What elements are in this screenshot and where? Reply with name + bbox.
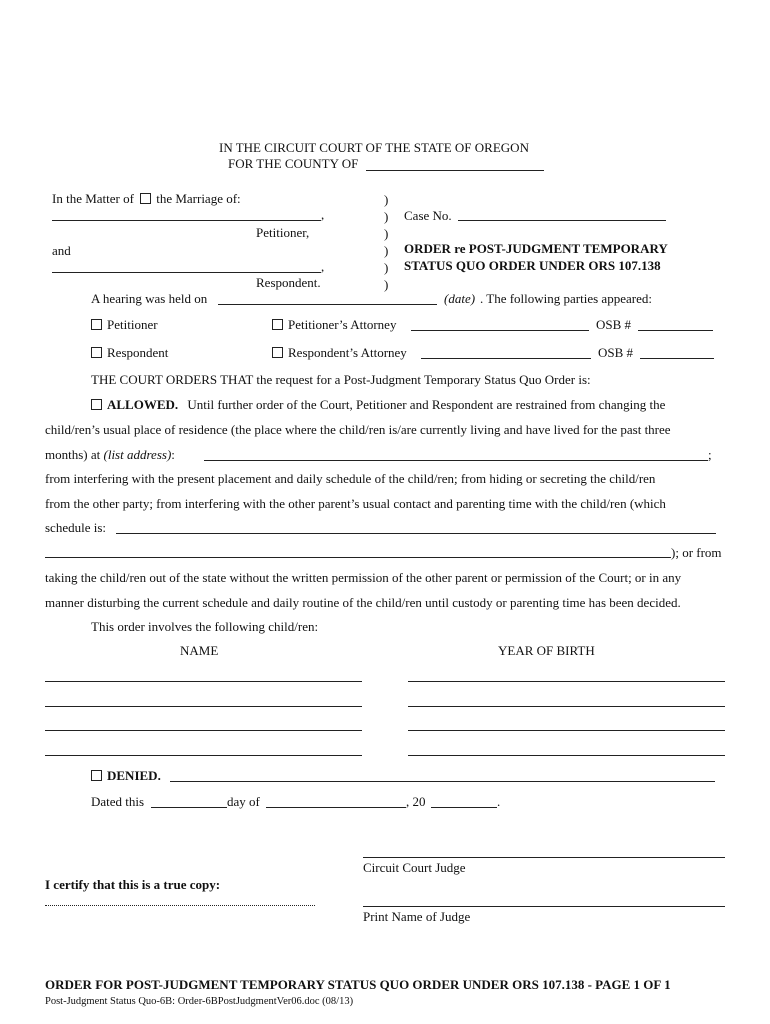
address-field[interactable]	[204, 460, 708, 461]
respondent-attorney-field[interactable]	[421, 358, 591, 359]
petitioner-name-field[interactable]	[52, 220, 321, 221]
respondent-checkbox[interactable]	[91, 347, 102, 358]
respondent-option-label: Respondent	[107, 345, 169, 360]
case-no-label: Case No.	[404, 208, 452, 223]
hearing-suffix: . The following parties appeared:	[480, 291, 652, 306]
dated-prefix: Dated this	[91, 794, 145, 809]
dated-day-of: day of	[227, 794, 260, 809]
hearing-date-label: (date)	[444, 291, 476, 306]
dated-period: .	[497, 794, 501, 809]
respondent-osb-field[interactable]	[640, 358, 714, 359]
petitioner-checkbox[interactable]	[91, 319, 102, 330]
order-title-line2: STATUS QUO ORDER UNDER ORS 107.138	[404, 258, 661, 273]
certify-label: I certify that this is a true copy:	[45, 877, 221, 892]
order-title-line1: ORDER re POST-JUDGMENT TEMPORARY	[404, 241, 668, 256]
list-address-label: (list address)	[103, 447, 172, 462]
child-name-field[interactable]	[45, 730, 362, 731]
name-column-header: NAME	[180, 643, 219, 658]
child-year-field[interactable]	[408, 681, 725, 682]
address-prefix: months) at	[45, 447, 101, 462]
judge-print-name-field[interactable]	[363, 906, 725, 907]
case-no-field[interactable]	[458, 220, 666, 221]
children-intro: This order involves the following child/ren:	[91, 619, 319, 634]
schedule-field-line1[interactable]	[116, 533, 716, 534]
judge-signature-field[interactable]	[363, 857, 725, 858]
allowed-line1	[91, 397, 665, 413]
petitioner-osb-label: OSB #	[596, 317, 632, 332]
allowed-text-line4: from interfering with the present placement and daily schedule of the child/ren; from hiding or secreting the child/ren	[45, 471, 656, 486]
petitioner-comma: ,	[321, 207, 325, 222]
footer-title: ORDER FOR POST-JUDGMENT TEMPORARY STATUS QUO ORDER UNDER ORS 107.138 - PAGE 1 OF 1	[45, 977, 671, 992]
caption-paren: )	[384, 209, 389, 224]
allowed-text-line2: child/ren’s usual place of residence (the place where the child/ren is/are currently living and have lived for the past three	[45, 422, 671, 437]
caption-paren: )	[384, 260, 389, 275]
allowed-text-line8: taking the child/ren out of the state without the written permission of the other parent or permission of the Court; or in any	[45, 570, 682, 585]
court-heading: IN THE CIRCUIT COURT OF THE STATE OF OREGON	[219, 140, 529, 155]
petitioner-label: Petitioner,	[256, 225, 310, 240]
address-colon: :	[171, 447, 175, 462]
county-field[interactable]	[366, 170, 544, 171]
schedule-field-line2[interactable]	[45, 557, 671, 558]
allowed-text-line5: from the other party; from interfering with the other parent’s usual contact and parenting time with the child/ren (which	[45, 496, 666, 511]
denied-reason-field[interactable]	[170, 781, 715, 782]
respondent-option[interactable]	[91, 345, 168, 361]
respondent-osb-label: OSB #	[598, 345, 634, 360]
county-label: FOR THE COUNTY OF	[228, 156, 359, 171]
and-label: and	[52, 243, 71, 258]
schedule-prefix: schedule is:	[45, 520, 107, 535]
caption-paren: )	[384, 192, 389, 207]
petitioner-attorney-option[interactable]	[272, 317, 396, 333]
respondent-label: Respondent.	[256, 275, 321, 290]
caption-paren: )	[384, 243, 389, 258]
denied-checkbox[interactable]	[91, 770, 102, 781]
respondent-attorney-label: Respondent’s Attorney	[288, 345, 407, 360]
petitioner-attorney-label: Petitioner’s Attorney	[288, 317, 397, 332]
child-name-field[interactable]	[45, 755, 362, 756]
print-name-label: Print Name of Judge	[363, 909, 471, 924]
petitioner-option-label: Petitioner	[107, 317, 158, 332]
matter-line	[52, 191, 241, 207]
judge-signature-label: Circuit Court Judge	[363, 860, 466, 875]
caption-paren: )	[384, 277, 389, 292]
allowed-line3	[45, 447, 175, 463]
petitioner-osb-field[interactable]	[638, 330, 713, 331]
child-year-field[interactable]	[408, 755, 725, 756]
petitioner-option[interactable]	[91, 317, 158, 333]
allowed-label: ALLOWED.	[107, 397, 179, 412]
certify-signature-field[interactable]	[45, 905, 315, 906]
respondent-attorney-checkbox[interactable]	[272, 347, 283, 358]
petitioner-attorney-field[interactable]	[411, 330, 589, 331]
petitioner-attorney-checkbox[interactable]	[272, 319, 283, 330]
respondent-name-field[interactable]	[52, 272, 321, 273]
allowed-text-line9: manner disturbing the current schedule and daily routine of the child/ren until custody or parenting time has been decided.	[45, 595, 681, 610]
year-column-header: YEAR OF BIRTH	[498, 643, 595, 658]
child-name-field[interactable]	[45, 681, 362, 682]
matter-suffix: the Marriage of:	[156, 191, 241, 206]
respondent-comma: ,	[321, 259, 325, 274]
respondent-attorney-option[interactable]	[272, 345, 407, 361]
allowed-text-line1: Until further order of the Court, Petitioner and Respondent are restrained from changing the	[187, 397, 666, 412]
dated-day-field[interactable]	[151, 807, 227, 808]
allowed-checkbox[interactable]	[91, 399, 102, 410]
denied-label: DENIED.	[107, 768, 161, 783]
caption-paren: )	[384, 226, 389, 241]
dated-year-prefix: , 20	[406, 794, 426, 809]
dated-year-field[interactable]	[431, 807, 497, 808]
child-year-field[interactable]	[408, 706, 725, 707]
hearing-prefix: A hearing was held on	[91, 291, 208, 306]
child-year-field[interactable]	[408, 730, 725, 731]
dated-month-field[interactable]	[266, 807, 406, 808]
child-name-field[interactable]	[45, 706, 362, 707]
marriage-checkbox[interactable]	[140, 193, 151, 204]
matter-prefix: In the Matter of	[52, 191, 134, 206]
schedule-suffix: ); or from	[671, 545, 722, 560]
address-semicolon: ;	[708, 447, 712, 462]
hearing-date-field[interactable]	[218, 304, 437, 305]
denied-option[interactable]	[91, 768, 161, 784]
footer-form-id: Post-Judgment Status Quo-6B: Order-6BPostJudgmentVer06.doc (08/13)	[45, 996, 354, 1007]
court-orders-text: THE COURT ORDERS THAT the request for a Post-Judgment Temporary Status Quo Order is:	[91, 372, 591, 387]
